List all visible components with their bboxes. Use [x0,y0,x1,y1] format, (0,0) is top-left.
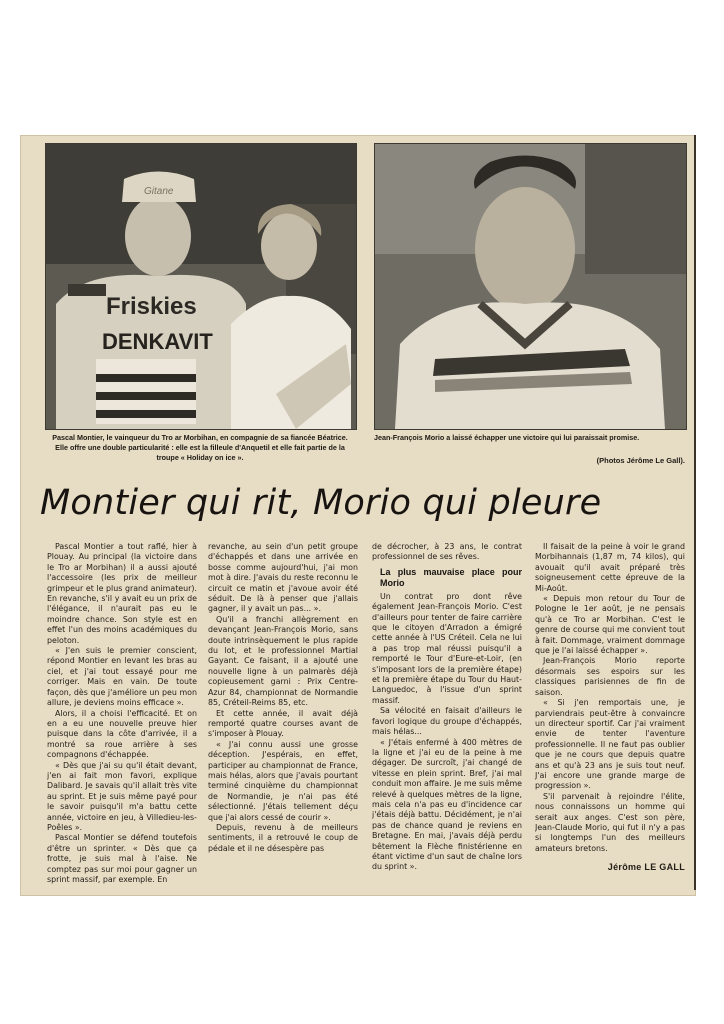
paragraph: Un contrat pro dont rêve également Jean-François Morio. C'est d'ailleurs pour tenter de faire carrière que le citoyen d'Arradon a émigré cette année à l'US Créteil. Cela ne lui a pas trop mal réussi puisqu'il a remporté le Tour d'Eure-et-Loir, (en s'imposant lors de la première étape) et la première étape du Tour du Haut-Languedoc, à l'issue d'un sprint massif. [372,591,522,705]
paragraph: S'il parvenait à rejoindre l'élite, nous connaissons un homme qui serait aux anges. C'est son père, Jean-Claude Morio, qui fut il n'y a pas si longtemps l'un des meilleurs amateurs bretons. [535,791,685,853]
paragraph: Qu'il a franchi allègrement en devançant Jean-François Morio, sans doute intrinsèquement le plus rapide du lot, et le professionnel Martial Gayant. Ce faisant, il a ajouté une nouvelle ligne à un palmarès déjà copieusement garni : Prix Centre-Azur 84, championnat de Normandie 85, Créteil-Reims 85, etc. [208,614,358,708]
paragraph: « J'étais enfermé à 400 mètres de la ligne et j'ai eu de la peine à me dégager. De surcroît, j'ai changé de vitesse en plein sprint. Bref, j'ai mal conduit mon affaire. Je me suis même relevé à quelques mètres de la ligne, mais cela n'a pas eu d'incidence car j'étais déjà battu. Décidément, je n'ai pas de chance quand je reviens en Bretagne. En mai, j'avais déjà perdu bêtement la Flèche finistérienne en étant victime d'un saut de chaîne lors du sprint ». [372,737,522,872]
jersey-text-1: Friskies [106,293,197,320]
cap-text: Gitane [144,186,174,197]
paragraph: « J'en suis le premier conscient, répond Montier en levant les bras au ciel, et j'ai tout essayé pour me corriger. Mais en vain. De toute façon, dès que j'améliore un peu mon allure, je deviens moins efficace ». [47,646,197,708]
paragraph: Alors, il a choisi l'efficacité. Et on en a eu une nouvelle preuve hier puisque dans la côte d'arrivée, il a montré sa roue arrière à ses compagnons d'échappée. [47,708,197,760]
paragraph: Pascal Montier a tout raflé, hier à Plouay. Au principal (la victoire dans le Tro ar Morbihan) il a aussi ajouté l'accessoire (les prix de meilleur grimpeur et le plus grand animateur). En revanche, s'il y avait eu un prix de l'élégance, il n'aurait pas eu le moindre chance. Son style est en effet l'un des moins académiques du peloton. [47,542,197,645]
section-subheading: La plus mauvaise place pour Morio [380,566,522,588]
paragraph: Jean-François Morio reporte désormais ses espoirs sur les classiques parisiennes de fin de saison. [535,656,685,697]
photo-morio-portrait [374,143,687,430]
photo-caption-left: Pascal Montier, le vainqueur du Tro ar Morbihan, en compagnie de sa fiancée Béatrice. Elle offre une double particularité : elle est la filleule d'Anquetil et elle fait partie de la troupe « Holiday on ice ». [52,433,348,462]
article-byline: Jérôme LE GALL [607,862,685,873]
paragraph: Il faisait de la peine à voir le grand Morbihannais (1,87 m, 74 kilos), qui avouait qu'il avait préparé très soigneusement cette épreuve de la Mi-Août. [535,542,685,593]
article-column-2 [208,542,358,882]
paragraph: « Si j'en remportais une, je parviendrais peut-être à convaincre un directeur sportif. Car j'ai vraiment envie de tenter l'aventure professionnelle. Il ne faut pas oublier que je ne cours que depuis quatre ans et qu'à 23 ans je suis tout neuf. J'ai encore une grande marge de progression ». [535,698,685,791]
photo-credit: (Photos Jérôme Le Gall). [596,456,685,465]
article-column-4 [535,542,685,887]
paragraph: Depuis, revenu à de meilleurs sentiments, il a retrouvé le coup de pédale et il ne désespère pas [208,822,358,853]
paragraph: Pascal Montier se défend toutefois d'être un sprinter. « Dès que ça frotte, je suis mal à l'aise. Ne comptez pas sur moi pour gagner un sprint massif, par exemple. En [47,833,197,884]
paragraph: « Depuis mon retour du Tour de Pologne le 1er août, je ne pensais qu'à ce Tro ar Morbihan. C'est le genre de course qui me convient tout à fait. Dommage, vraiment dommage que je l'ai laissé échapper ». [535,594,685,656]
article-column-3 [372,542,522,887]
paragraph: « Dès que j'ai su qu'il était devant, j'en ai fait mon favori, explique Dalibard. Je savais qu'il allait très vite au sprint. Et je suis même payé pour le savoir puisqu'il m'a battu cette année, victoire en jeu, à Villedieu-les-Poêles ». [47,760,197,832]
paragraph: « J'ai connu aussi une grosse déception. J'espérais, en effet, participer au championnat de France, mais hélas, alors que j'avais pourtant terminé cinquième du championnat de Normandie, je n'ai pas été sélectionné. J'étais tellement déçu que j'ai alors cessé de courir ». [208,739,358,822]
paragraph: revanche, au sein d'un petit groupe d'échappés et dans une arrivée en bosse comme aujourd'hui, j'ai mon mot à dire. J'avais du reste reconnu le circuit ce matin et j'avoue avoir été séduit. De là à penser que j'allais gagner, il y avait un pas... ». [208,542,358,614]
photo-montier-and-fiancee [45,143,357,430]
paragraph: Sa vélocité en faisait d'ailleurs le favori logique du groupe d'échappés, mais hélas... [372,706,522,737]
clipping-edge [694,135,696,890]
jersey-text-2: DENKAVIT [102,329,213,354]
article-column-1 [47,542,197,887]
photo-caption-right: Jean-François Morio a laissé échapper une victoire qui lui paraissait promise. [374,433,640,442]
article-headline: Montier qui rit, Morio qui pleure [40,483,602,523]
paragraph: Et cette année, il avait déjà remporté quatre courses avant de s'imposer à Plouay. [208,708,358,739]
paragraph: de décrocher, à 23 ans, le contrat professionnel de ses rêves. [372,542,522,562]
